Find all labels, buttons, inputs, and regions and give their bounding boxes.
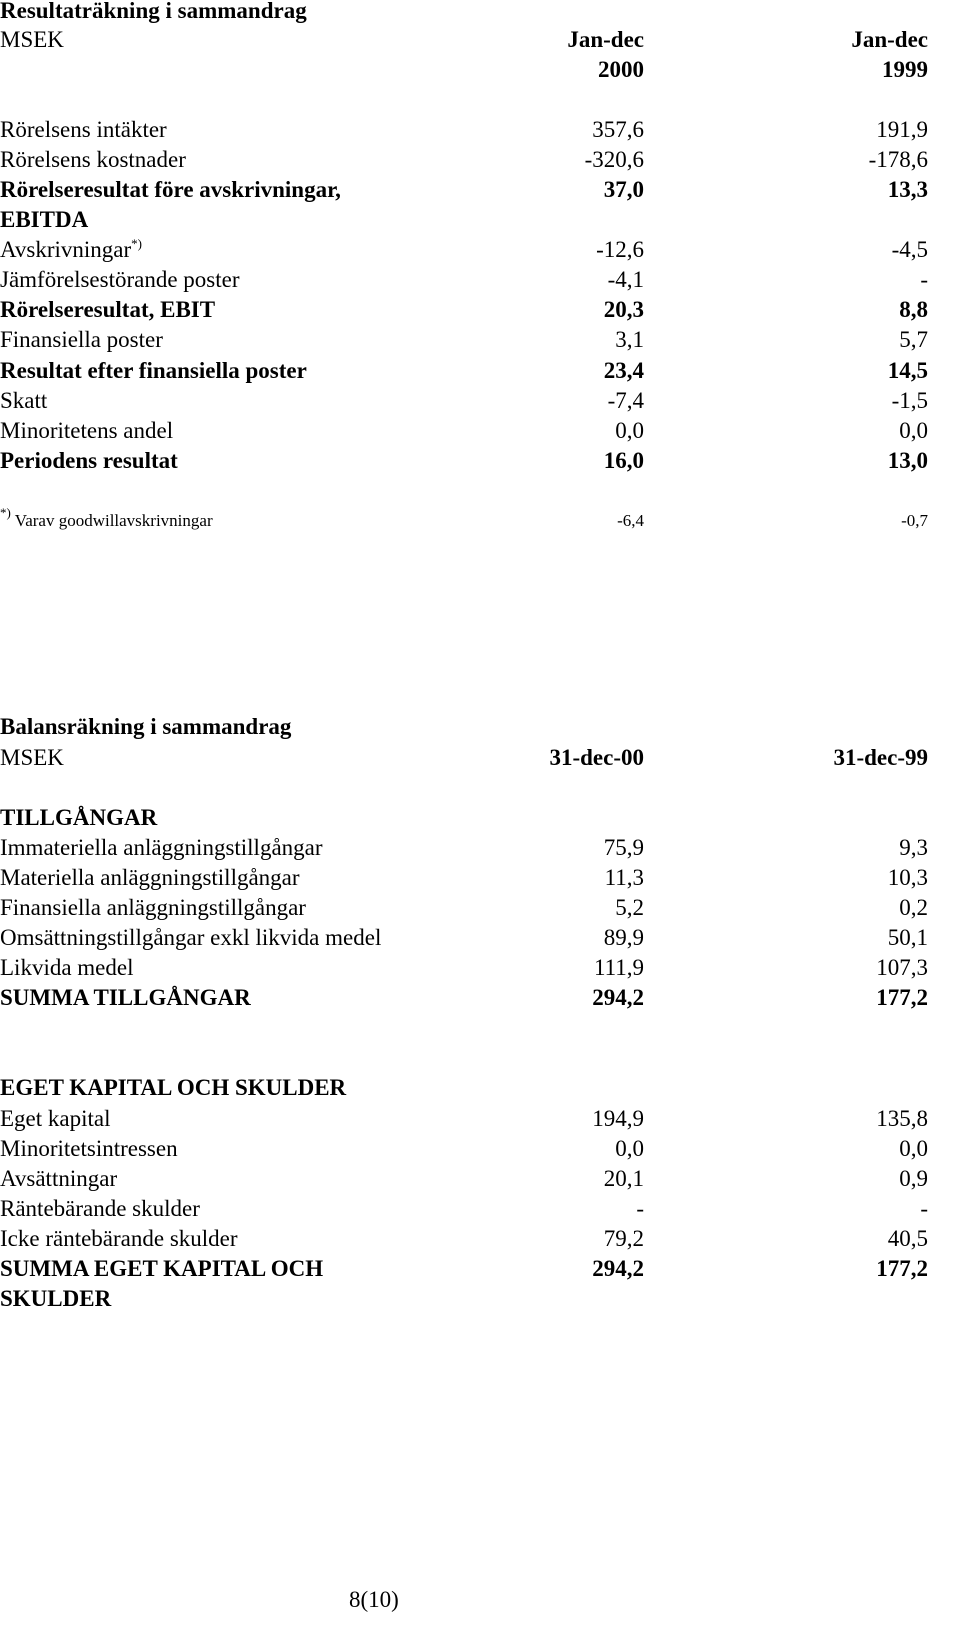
equity-total-row-cont [0, 1284, 930, 1314]
income-col1-period: Jan-dec [567, 27, 644, 52]
value-1999: -4,5 [891, 237, 928, 262]
value-2000: -12,6 [596, 237, 644, 262]
row-label: Rörelsens kostnader [0, 147, 186, 172]
value-1999: 0,2 [899, 895, 928, 920]
value-1999: 177,2 [876, 985, 928, 1010]
value-2000: 75,9 [603, 835, 644, 860]
value-1999: 191,9 [876, 117, 928, 142]
value-1999: 177,2 [876, 1256, 928, 1281]
footnote-value-2000: -6,4 [617, 511, 644, 530]
equity-row [0, 1164, 930, 1194]
row-label: Eget kapital [0, 1106, 111, 1131]
value-2000: 37,0 [603, 177, 644, 202]
value-2000: - [636, 1196, 644, 1221]
income-header-row-1 [0, 25, 930, 55]
income-row [0, 265, 930, 295]
value-2000: 0,0 [615, 1136, 644, 1161]
row-label: SUMMA TILLGÅNGAR [0, 985, 251, 1010]
balance-unit: MSEK [0, 745, 64, 770]
assets-heading: TILLGÅNGAR [0, 805, 158, 830]
row-label: SUMMA EGET KAPITAL OCH [0, 1256, 324, 1281]
value-1999: 0,9 [899, 1166, 928, 1191]
balance-col1-date: 31-dec-00 [549, 745, 644, 770]
assets-row [0, 923, 930, 953]
row-label: Finansiella poster [0, 327, 163, 352]
value-2000: 294,2 [592, 985, 644, 1010]
value-2000: 16,0 [603, 448, 644, 473]
row-label: Finansiella anläggningstillgångar [0, 895, 306, 920]
row-label: Minoritetsintressen [0, 1136, 178, 1161]
value-2000: 23,4 [603, 358, 644, 383]
balance-col2-date: 31-dec-99 [833, 745, 928, 770]
footnote-label-text: Varav goodwillavskrivningar [14, 511, 213, 530]
value-1999: 10,3 [887, 865, 928, 890]
page-number: 8(10) [349, 1587, 399, 1612]
value-2000: -7,4 [607, 388, 644, 413]
balance-title-row [0, 712, 930, 742]
value-2000: 0,0 [615, 418, 644, 443]
value-2000: 357,6 [592, 117, 644, 142]
income-row [0, 235, 930, 265]
value-2000: 89,9 [603, 925, 644, 950]
value-1999: 13,3 [887, 177, 928, 202]
income-row [0, 386, 930, 416]
assets-row [0, 953, 930, 983]
income-title-row [0, 0, 930, 26]
equity-row [0, 1224, 930, 1254]
value-2000: 79,2 [603, 1226, 644, 1251]
value-2000: 20,1 [603, 1166, 644, 1191]
income-col2-period: Jan-dec [851, 27, 928, 52]
income-row [0, 295, 930, 325]
value-2000: 194,9 [592, 1106, 644, 1131]
equity-heading: EGET KAPITAL OCH SKULDER [0, 1075, 347, 1100]
row-label: Rörelseresultat, EBIT [0, 297, 216, 322]
income-footnote-row [0, 506, 930, 536]
row-label: Jämförelsestörande poster [0, 267, 240, 292]
value-1999: 107,3 [876, 955, 928, 980]
assets-row [0, 833, 930, 863]
value-1999: 0,0 [899, 1136, 928, 1161]
value-1999: - [920, 1196, 928, 1221]
value-2000: -320,6 [584, 147, 644, 172]
footnote-label [0, 506, 213, 536]
value-2000: 3,1 [615, 327, 644, 352]
row-label: Immateriella anläggningstillgångar [0, 835, 323, 860]
value-1999: 50,1 [887, 925, 928, 950]
footnote-marker: *) [0, 505, 11, 520]
row-label: Rörelseresultat före avskrivningar, [0, 177, 341, 202]
value-1999: 13,0 [887, 448, 928, 473]
income-header-row-2 [0, 55, 930, 85]
assets-heading-row [0, 803, 930, 833]
income-row [0, 175, 930, 205]
value-2000: 11,3 [604, 865, 644, 890]
value-1999: 40,5 [887, 1226, 928, 1251]
row-label: Periodens resultat [0, 448, 178, 473]
value-1999: 9,3 [899, 835, 928, 860]
value-2000: 111,9 [593, 955, 644, 980]
row-label: Icke räntebärande skulder [0, 1226, 238, 1251]
equity-row [0, 1134, 930, 1164]
income-row [0, 115, 930, 145]
income-row [0, 446, 930, 476]
value-1999: 5,7 [899, 327, 928, 352]
equity-row [0, 1104, 930, 1134]
income-row [0, 325, 930, 355]
value-1999: -1,5 [891, 388, 928, 413]
value-2000: 294,2 [592, 1256, 644, 1281]
value-1999: 14,5 [887, 358, 928, 383]
row-label: Räntebärande skulder [0, 1196, 200, 1221]
row-label: Rörelsens intäkter [0, 117, 167, 142]
assets-total-row [0, 983, 930, 1013]
row-label: Likvida medel [0, 955, 134, 980]
income-col2-year: 1999 [882, 57, 928, 82]
row-label: Omsättningstillgångar exkl likvida medel [0, 925, 382, 950]
value-2000: -4,1 [607, 267, 644, 292]
row-label: SKULDER [0, 1286, 112, 1311]
row-label: Resultat efter finansiella poster [0, 358, 307, 383]
value-1999: 0,0 [899, 418, 928, 443]
balance-header-row [0, 743, 930, 773]
assets-row [0, 863, 930, 893]
value-1999: 135,8 [876, 1106, 928, 1131]
equity-heading-row [0, 1073, 930, 1103]
row-label: Skatt [0, 388, 48, 413]
row-label: Materiella anläggningstillgångar [0, 865, 300, 890]
row-label-text: Avskrivningar [0, 237, 132, 262]
row-label: Avsättningar [0, 1166, 118, 1191]
value-2000: 20,3 [603, 297, 644, 322]
row-label [0, 235, 142, 265]
income-col1-year: 2000 [598, 57, 644, 82]
footnote-marker: *) [131, 236, 143, 251]
balance-title: Balansräkning i sammandrag [0, 714, 292, 739]
equity-total-row [0, 1254, 930, 1284]
footnote-value-1999: -0,7 [901, 511, 928, 530]
row-label: EBITDA [0, 207, 89, 232]
value-1999: - [920, 267, 928, 292]
equity-row [0, 1194, 930, 1224]
income-title: Resultaträkning i sammandrag [0, 0, 307, 23]
income-row [0, 416, 930, 446]
income-unit: MSEK [0, 27, 64, 52]
income-row [0, 205, 930, 235]
value-1999: 8,8 [899, 297, 928, 322]
income-row [0, 145, 930, 175]
value-1999: -178,6 [868, 147, 928, 172]
income-row [0, 356, 930, 386]
row-label: Minoritetens andel [0, 418, 174, 443]
value-2000: 5,2 [615, 895, 644, 920]
assets-row [0, 893, 930, 923]
